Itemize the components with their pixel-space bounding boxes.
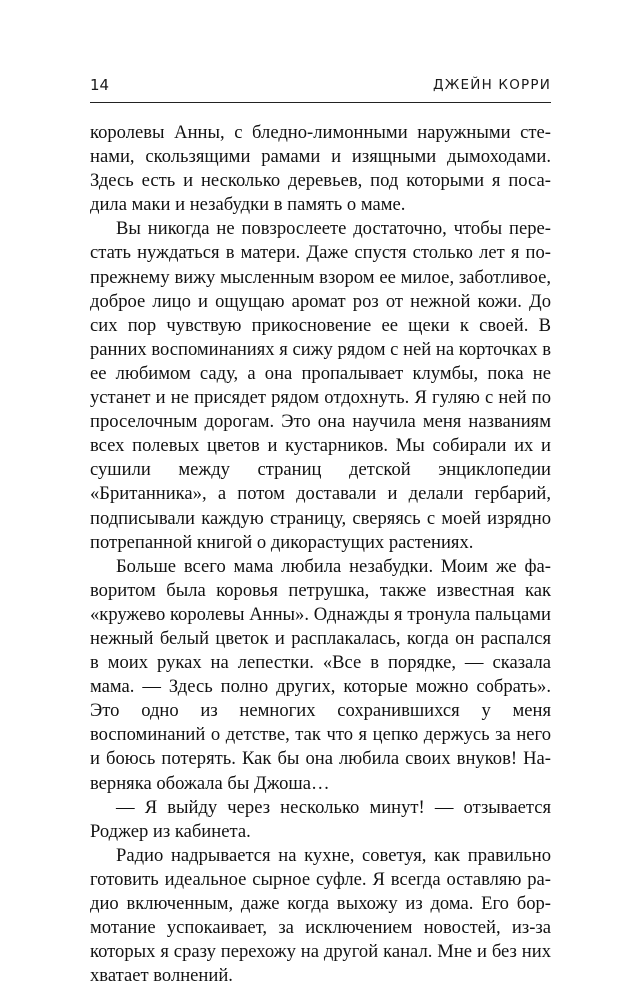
paragraph: Больше всего мама любила незабудки. Моим же фаворитом была коровья петрушка, также известная как «кружево королевы Анны». Однажды я тронула пальцами нежный белый цветок и расплакалась, когда он распался в моих руках на лепестки. «Все в порядке, — сказала мама. — Здесь полно других, которые можно собрать». Это одно из немногих сохранившихся у меня воспоминаний о детстве, так что я цепко держусь за него и боюсь потерять. Как бы она любила своих внуков! Наверняка обожала бы Джоша…	[90, 555, 551, 794]
body-text	[90, 121, 551, 988]
paragraph: — Я выйду через несколько минут! — отзывается Роджер из кабинета.	[90, 796, 551, 842]
paragraph: Вы никогда не повзрослеете достаточно, чтобы перестать нуждаться в матери. Даже спустя столько лет я по-прежнему вижу мысленным взором ее милое, заботливое, доброе лицо и ощущаю аромат роз от нежной кожи. До сих пор чувствую прикосновение ее щеки к своей. В ранних воспоминаниях я сижу рядом с ней на корточках в ее любимом саду, а она пропалывает клумбы, пока не устанет и не присядет рядом отдохнуть. Я гуляю с ней по проселочным дорогам. Это она научила меня названиям всех полевых цветов и кустарников. Мы собирали их и сушили между страниц детской энциклопедии «Британника», а потом доставали и делали гербарий, подписывали каждую страницу, сверяясь с моей изрядно потрепанной книгой о дикорастущих растениях.	[90, 218, 551, 553]
paragraph: Радио надрывается на кухне, советуя, как правильно готовить идеальное сырное суфле. Я всегда оставляю радио включенным, даже когда выхожу из дома. Его бормотание успокаивает, за исключением новостей, из-за которых я сразу перехожу на другой канал. Мне и без них хватает волнений.	[90, 844, 551, 987]
running-head-author: ДЖЕЙН КОРРИ	[433, 77, 551, 93]
paragraph: королевы Анны, с бледно-лимонными наружными стенами, скользящими рамами и изящными дымоходами. Здесь есть и несколько деревьев, под которыми я посадила маки и незабудки в память о маме.	[90, 122, 551, 216]
page-header	[90, 74, 551, 103]
page-number: 14	[90, 76, 110, 94]
